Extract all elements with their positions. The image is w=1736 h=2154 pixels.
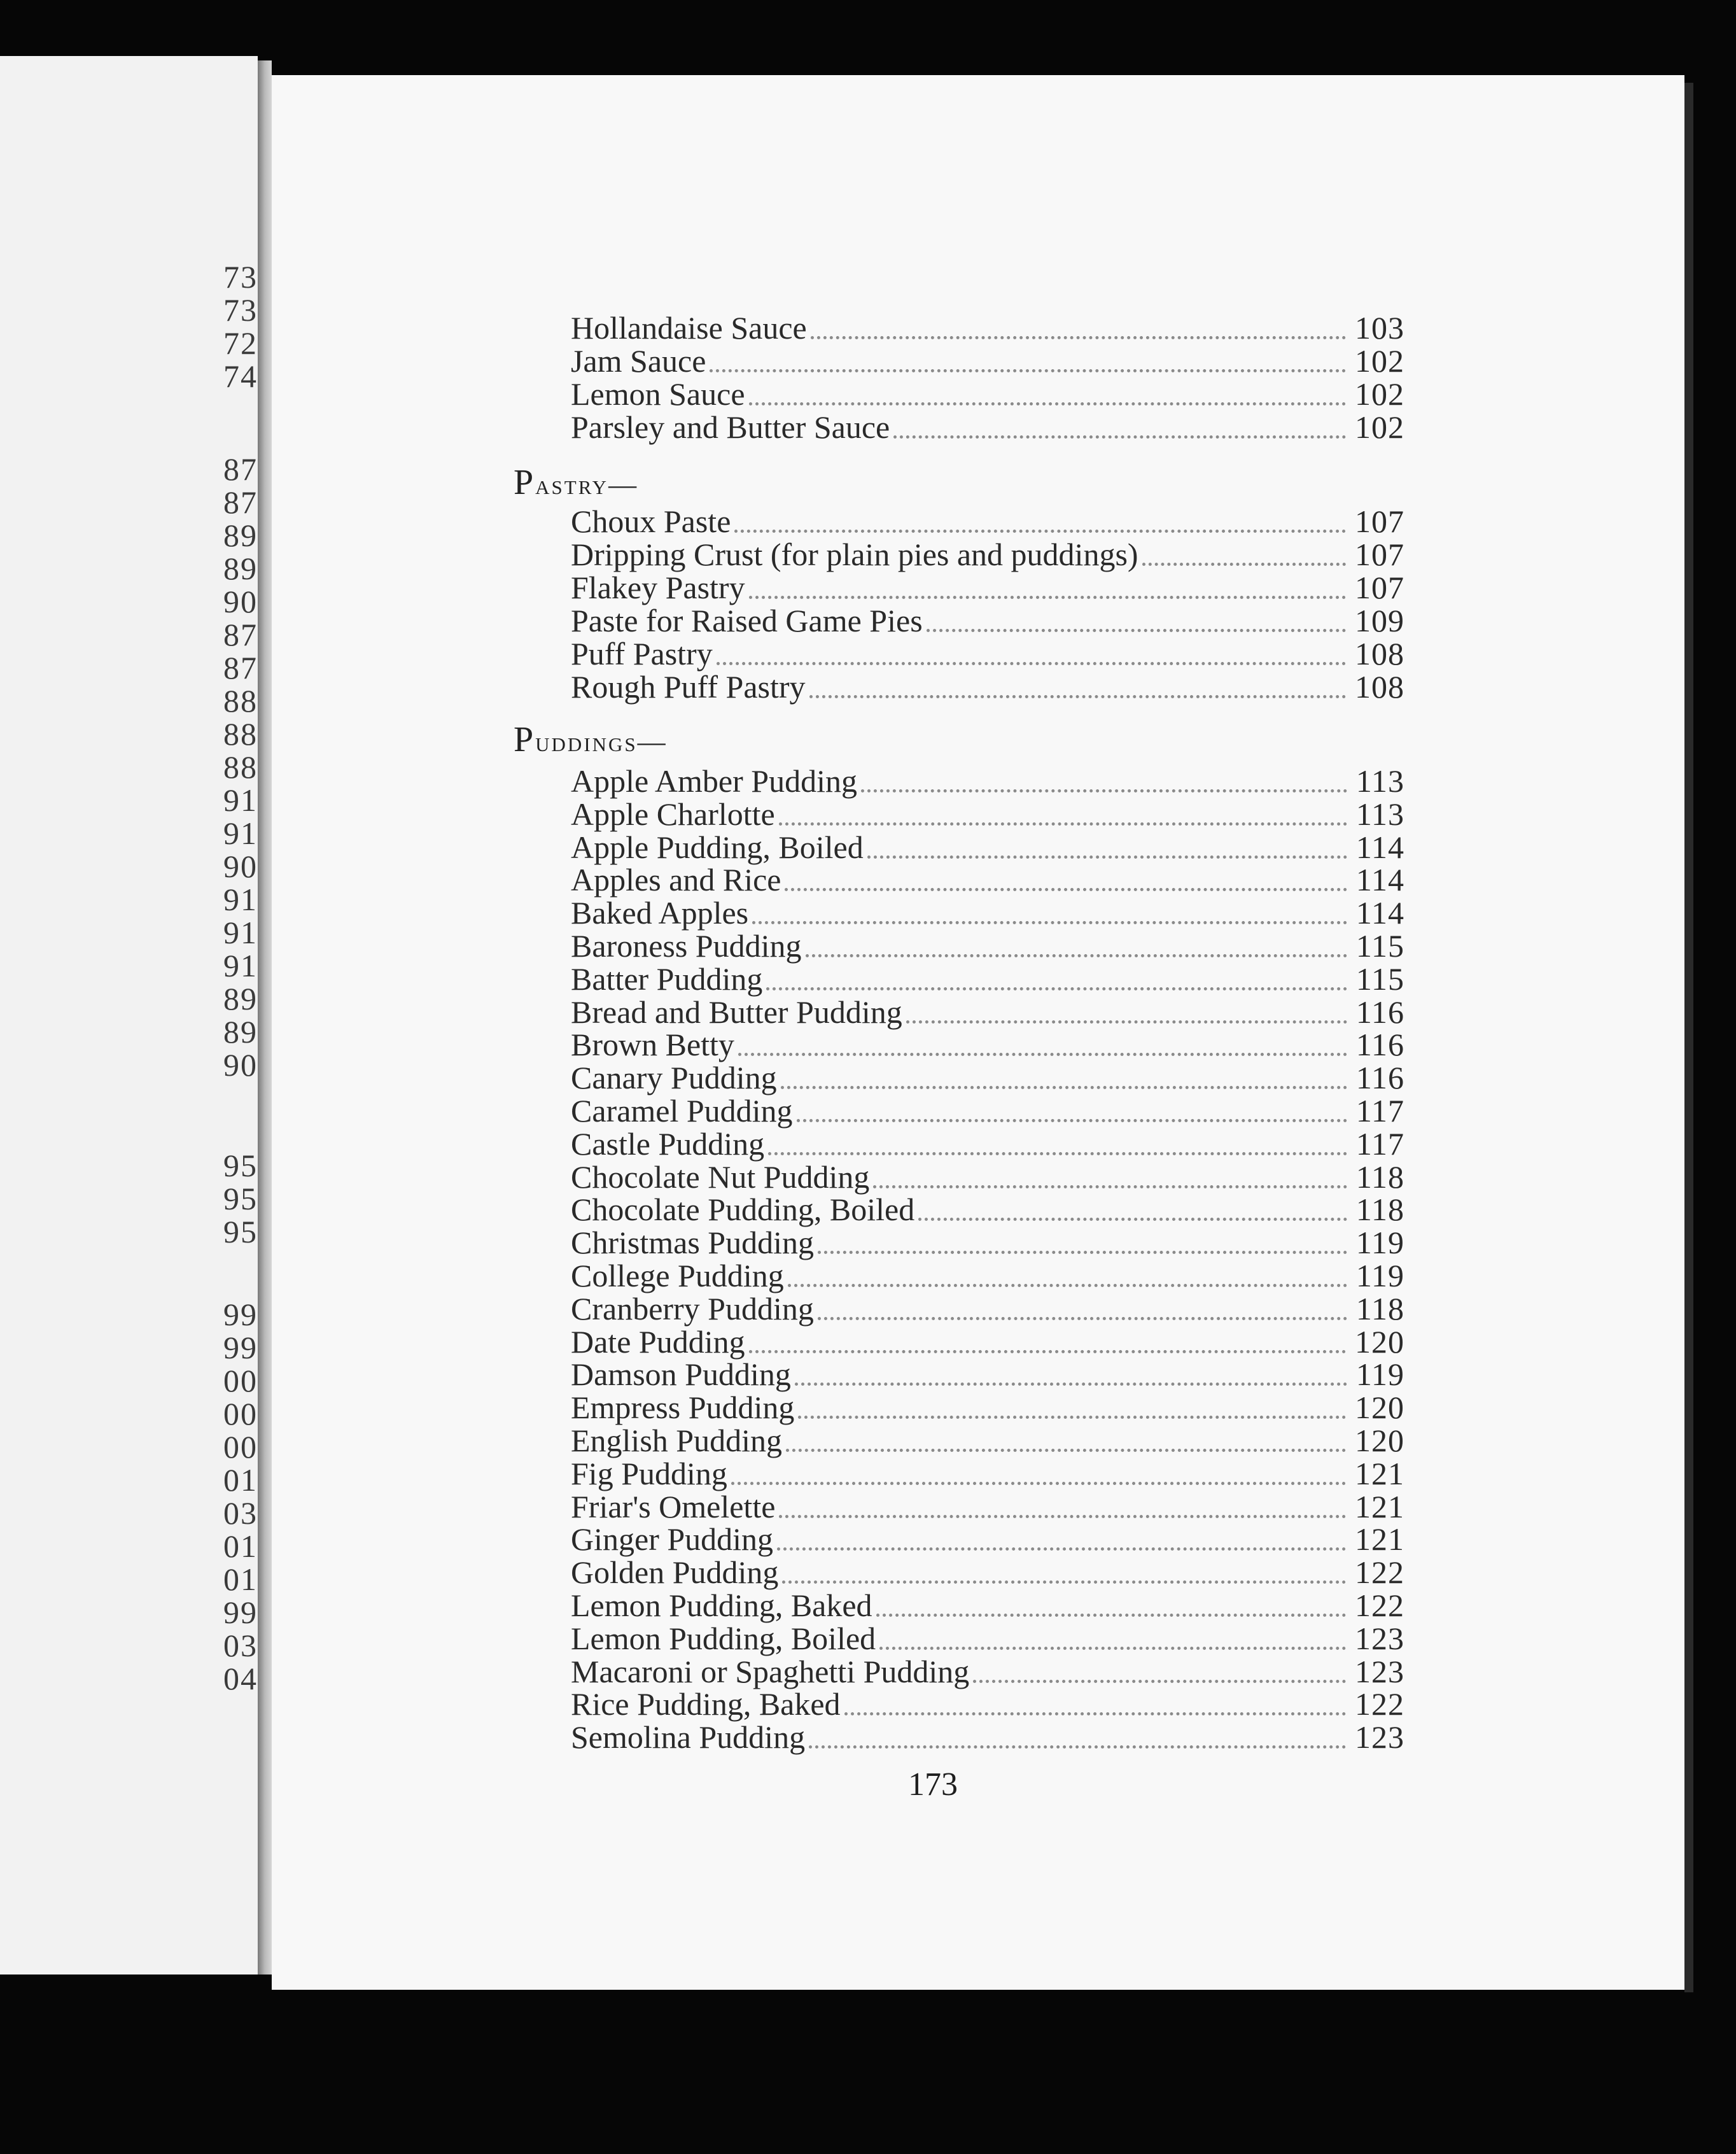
index-entry (571, 1190, 1404, 1228)
left-page-number: 91 (223, 815, 258, 851)
left-page-number: 04 (223, 1661, 258, 1696)
dot-leader (809, 695, 1346, 698)
entry-page: 115 (1355, 961, 1404, 997)
left-page-number: 01 (223, 1462, 258, 1498)
entry-title: Apples and Rice (571, 862, 781, 898)
entry-page: 102 (1355, 376, 1404, 412)
entry-title: Chocolate Nut Pudding (571, 1158, 870, 1195)
entry-page: 120 (1355, 1390, 1404, 1426)
entry-page: 102 (1355, 343, 1404, 379)
entry-title: Hollandaise Sauce (571, 310, 807, 346)
entry-page: 119 (1355, 1258, 1404, 1293)
index-entry (571, 568, 1404, 603)
entry-title: Parsley and Butter Sauce (571, 409, 890, 445)
left-page-number: 91 (223, 948, 258, 983)
entry-page: 123 (1355, 1719, 1404, 1756)
dot-leader (749, 1350, 1346, 1353)
index-entry (571, 667, 1404, 703)
index-entry (571, 1717, 1404, 1756)
entry-page: 113 (1355, 796, 1404, 832)
left-page-number: 89 (223, 1014, 258, 1050)
left-page-number: 73 (223, 259, 258, 295)
index-entry (571, 1487, 1404, 1523)
index-entry (571, 992, 1404, 1028)
entry-page: 113 (1355, 763, 1404, 799)
index-entry (571, 1652, 1404, 1687)
index-entry (571, 1025, 1404, 1063)
entry-page: 122 (1355, 1554, 1404, 1591)
dot-leader (768, 1152, 1347, 1155)
left-page-number: 91 (223, 882, 258, 917)
entry-page: 107 (1355, 570, 1404, 605)
index-entry (571, 634, 1404, 670)
dot-leader (844, 1712, 1346, 1715)
dot-leader (906, 1020, 1347, 1024)
entry-page: 118 (1355, 1192, 1404, 1228)
entry-title: Dripping Crust (for plain pies and puddings) (571, 537, 1138, 572)
entry-title: Flakey Pastry (571, 570, 745, 605)
entry-page: 122 (1355, 1686, 1404, 1722)
entry-page: 116 (1355, 1060, 1404, 1096)
entry-page: 121 (1355, 1455, 1404, 1491)
index-entry (571, 794, 1404, 830)
index-entry (571, 1322, 1404, 1358)
left-page-number: 73 (223, 292, 258, 328)
entry-title: Bread and Butter Pudding (571, 994, 902, 1030)
dot-leader (777, 1547, 1346, 1551)
dot-leader (752, 921, 1347, 924)
index-entry (571, 1256, 1404, 1292)
entry-page: 114 (1355, 829, 1404, 865)
entry-title: Canary Pudding (571, 1060, 777, 1096)
left-page-number: 95 (223, 1214, 258, 1249)
left-page-number: 99 (223, 1297, 258, 1332)
entry-title: Puff Pastry (571, 636, 713, 672)
entry-page: 102 (1355, 409, 1404, 445)
index-entry (571, 502, 1404, 537)
left-page-number: 01 (223, 1561, 258, 1597)
left-page-number: 91 (223, 782, 258, 818)
dot-leader (861, 789, 1347, 792)
entry-title: English Pudding (571, 1423, 782, 1458)
left-page-number: 95 (223, 1148, 258, 1183)
index-entry (571, 761, 1404, 797)
dot-leader (749, 402, 1346, 405)
dot-leader (918, 1218, 1347, 1221)
entry-page: 120 (1355, 1423, 1404, 1458)
dot-leader (749, 596, 1346, 599)
entry-page: 119 (1355, 1225, 1404, 1261)
entry-title: Apple Charlotte (571, 796, 775, 832)
left-page-number: 00 (223, 1396, 258, 1432)
entry-page: 118 (1355, 1290, 1404, 1327)
index-entry (571, 1355, 1404, 1393)
entry-page: 119 (1355, 1356, 1404, 1393)
entry-title: Chocolate Pudding, Boiled (571, 1192, 915, 1228)
entry-page: 121 (1355, 1488, 1404, 1524)
dot-leader (876, 1614, 1346, 1617)
dot-leader (1142, 563, 1346, 566)
book-gutter (258, 60, 272, 1974)
left-page-number: 74 (223, 358, 258, 394)
index-entry (571, 1519, 1404, 1558)
left-page-number: 95 (223, 1181, 258, 1216)
entry-page: 109 (1355, 603, 1404, 638)
entry-title: Lemon Pudding, Baked (571, 1587, 872, 1623)
entry-title: Brown Betty (571, 1027, 734, 1063)
left-page-number: 89 (223, 551, 258, 586)
index-entry (571, 1223, 1404, 1261)
entry-page: 117 (1355, 1093, 1404, 1129)
index-entry (571, 341, 1404, 377)
entry-title: Baked Apples (571, 895, 749, 931)
index-entry (571, 1684, 1404, 1720)
entry-title: Castle Pudding (571, 1125, 765, 1162)
index-entry (571, 1552, 1404, 1591)
dot-leader (797, 1119, 1347, 1122)
index-entry (571, 407, 1404, 443)
dot-leader (798, 1416, 1346, 1419)
entry-title: Date Pudding (571, 1323, 745, 1360)
dot-leader (785, 888, 1347, 891)
left-page-number: 72 (223, 325, 258, 361)
dot-leader (717, 662, 1346, 665)
right-page (272, 75, 1684, 1990)
index-entry (571, 1619, 1404, 1654)
left-page-number: 00 (223, 1429, 258, 1465)
left-page-number: 99 (223, 1330, 258, 1365)
left-page-number: 88 (223, 749, 258, 785)
entry-title: Paste for Raised Game Pies (571, 603, 923, 638)
left-page-number: 87 (223, 451, 258, 487)
left-page-number: 89 (223, 981, 258, 1017)
index-entry (571, 1454, 1404, 1489)
index-entry (571, 1124, 1404, 1160)
left-page-number: 88 (223, 716, 258, 752)
index-entry (571, 1058, 1404, 1094)
dot-leader (781, 1086, 1347, 1089)
dot-leader (795, 1383, 1347, 1386)
entry-page: 122 (1355, 1587, 1404, 1623)
section-heading-puddings: Puddings— (514, 720, 668, 759)
dot-leader (779, 822, 1347, 826)
entry-page: 108 (1355, 636, 1404, 672)
entry-page: 120 (1355, 1323, 1404, 1360)
dot-leader (738, 1053, 1347, 1056)
entry-page: 114 (1355, 862, 1404, 898)
dot-leader (893, 435, 1346, 439)
entry-title: Friar's Omelette (571, 1488, 776, 1524)
entry-page: 116 (1355, 1027, 1404, 1063)
dot-leader (788, 1284, 1347, 1287)
page-edge (1684, 83, 1693, 1992)
left-page-number: 01 (223, 1528, 258, 1564)
entry-title: Batter Pudding (571, 961, 763, 997)
entry-page: 115 (1355, 928, 1404, 964)
dot-leader (710, 369, 1346, 372)
left-page-number: 03 (223, 1495, 258, 1531)
entry-title: Golden Pudding (571, 1554, 779, 1591)
page-number: 173 (908, 1766, 958, 1803)
index-entry (571, 860, 1404, 896)
index-entry (571, 1586, 1404, 1621)
entry-title: Damson Pudding (571, 1356, 791, 1393)
entry-title: Semolina Pudding (571, 1719, 806, 1756)
entry-title: Choux Paste (571, 503, 731, 539)
dot-leader (811, 336, 1346, 339)
index-entry (571, 374, 1404, 410)
dot-leader (734, 530, 1346, 533)
dot-leader (809, 1745, 1346, 1749)
left-page-number: 87 (223, 484, 258, 520)
entry-page: 123 (1355, 1653, 1404, 1689)
index-entry (571, 601, 1404, 637)
left-page (0, 56, 258, 1974)
index-entry (571, 827, 1404, 863)
entry-title: Rough Puff Pastry (571, 669, 806, 705)
dot-leader (818, 1251, 1347, 1254)
dot-leader (867, 855, 1347, 859)
left-page-number: 88 (223, 683, 258, 719)
left-page-number: 90 (223, 848, 258, 884)
index-entry (571, 926, 1404, 962)
left-page-number: 03 (223, 1628, 258, 1663)
entry-title: Lemon Pudding, Boiled (571, 1620, 876, 1656)
left-page-number: 90 (223, 1047, 258, 1083)
section-heading-pastry: Pastry— (514, 463, 639, 502)
index-entry (571, 1157, 1404, 1193)
dot-leader (879, 1647, 1346, 1650)
dot-leader (806, 954, 1347, 957)
entry-page: 107 (1355, 537, 1404, 572)
left-page-number: 87 (223, 617, 258, 652)
entry-page: 107 (1355, 503, 1404, 539)
entry-page: 123 (1355, 1620, 1404, 1656)
entry-title: Lemon Sauce (571, 376, 745, 412)
index-entry (571, 535, 1404, 570)
entry-title: College Pudding (571, 1258, 784, 1293)
entry-title: Empress Pudding (571, 1390, 795, 1426)
left-page-number: 90 (223, 584, 258, 619)
entry-title: Cranberry Pudding (571, 1290, 814, 1327)
index-entry (571, 1289, 1404, 1325)
entry-title: Jam Sauce (571, 343, 706, 379)
dot-leader (927, 629, 1346, 632)
index-entry (571, 1388, 1404, 1426)
left-page-number: 91 (223, 915, 258, 950)
entry-page: 118 (1355, 1158, 1404, 1195)
dot-leader (766, 987, 1347, 990)
entry-title: Baroness Pudding (571, 928, 802, 964)
left-page-number: 00 (223, 1363, 258, 1398)
entry-page: 117 (1355, 1125, 1404, 1162)
dot-leader (731, 1482, 1346, 1485)
dot-leader (873, 1185, 1347, 1188)
left-page-number: 99 (223, 1594, 258, 1630)
entry-title: Christmas Pudding (571, 1225, 814, 1261)
dot-leader (818, 1317, 1347, 1320)
left-page-number: 87 (223, 650, 258, 686)
entry-title: Apple Amber Pudding (571, 763, 857, 799)
entry-page: 103 (1355, 310, 1404, 346)
left-page-number: 89 (223, 517, 258, 553)
entry-title: Macaroni or Spaghetti Pudding (571, 1653, 970, 1689)
dot-leader (786, 1449, 1346, 1452)
entry-title: Fig Pudding (571, 1455, 727, 1491)
entry-page: 114 (1355, 895, 1404, 931)
entry-page: 116 (1355, 994, 1404, 1030)
dot-leader (973, 1680, 1346, 1683)
dot-leader (779, 1515, 1346, 1518)
index-entry (571, 1421, 1404, 1456)
entry-title: Ginger Pudding (571, 1521, 774, 1558)
entry-title: Apple Pudding, Boiled (571, 829, 864, 865)
entry-title: Caramel Pudding (571, 1093, 793, 1129)
entry-page: 121 (1355, 1521, 1404, 1558)
index-entry (571, 959, 1404, 995)
entry-title: Rice Pudding, Baked (571, 1686, 841, 1722)
entry-page: 108 (1355, 669, 1404, 705)
index-entry (571, 893, 1404, 929)
index-entry (571, 308, 1404, 344)
index-entry (571, 1091, 1404, 1127)
dot-leader (782, 1580, 1346, 1584)
